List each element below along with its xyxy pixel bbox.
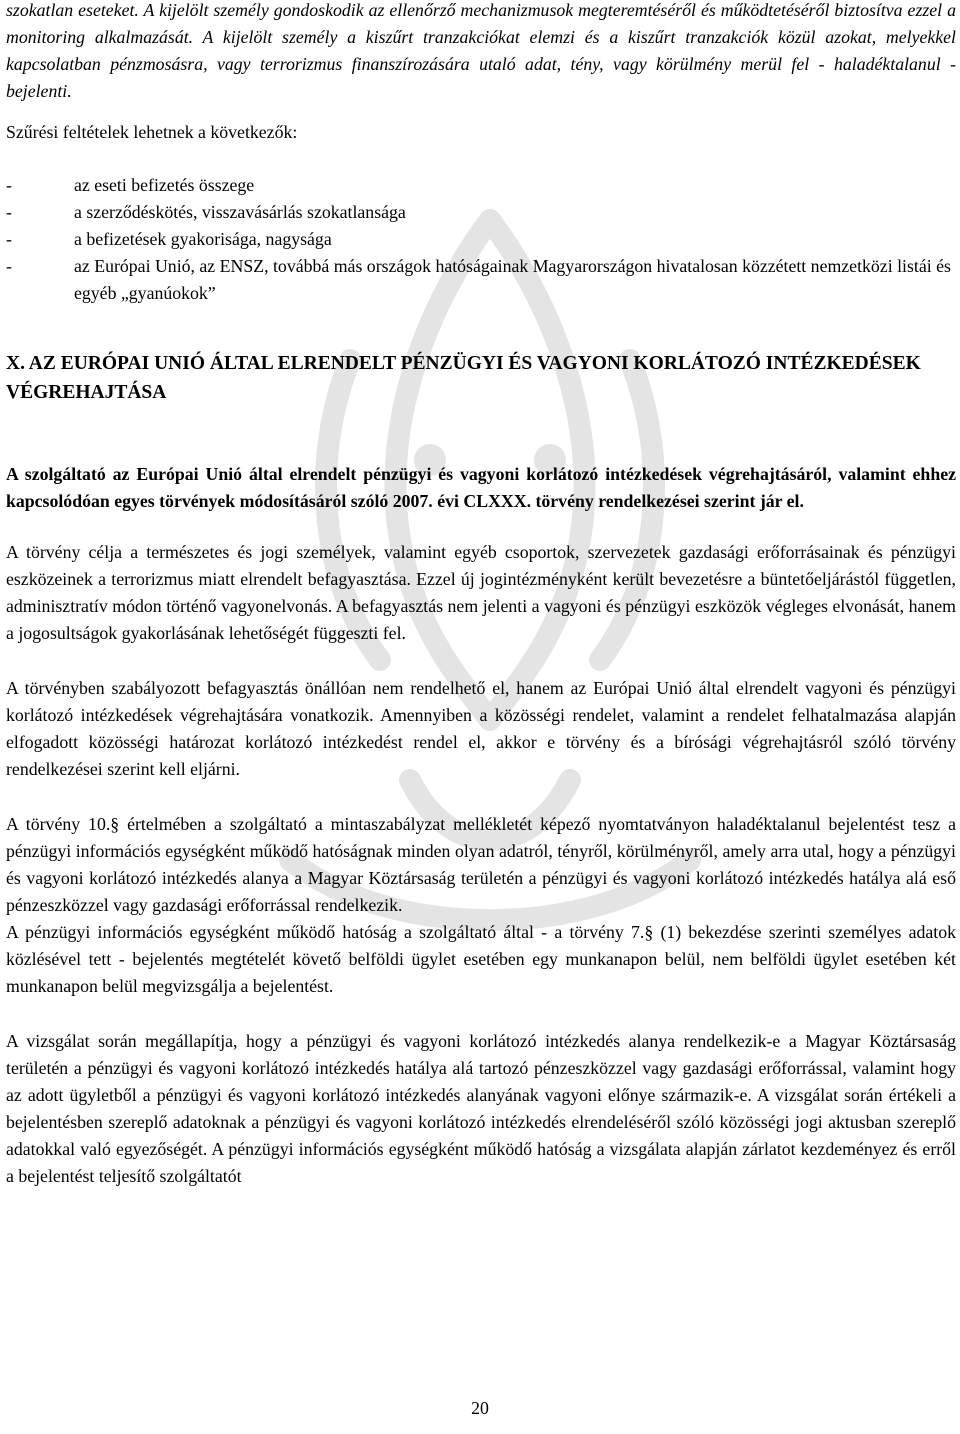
filter-criteria-heading: Szűrési feltételek lehetnek a következők: [6, 122, 298, 142]
body-paragraph: A törvényben szabályozott befagyasztás önállóan nem rendelhető el, hanem az Európai Unió által elrendelt vagyoni és pénzügyi korlátozó intézkedések végrehajtására vonatkozik. Amennyiben a közösségi rendelet, valamint a rendelet felhatalmazása alapján elfogadott közösségi határozat korlátozó intézkedést rendel el, akkor e törvény és a bírósági végrehajtásról szóló törvény rendelkezései szerint kell eljárni. [6, 678, 956, 779]
body-paragraph: A törvény célja a természetes és jogi személyek, valamint egyéb csoportok, szervezetek gazdasági erőforrásainak és pénzügyi eszközeinek a terrorizmus miatt elrendelt befagyasztása. Ezzel új jogintézményként került bevezetésre a büntetőeljárástól független, adminisztratív módon történő vagyonelvonás. A befagyasztás nem jelenti a vagyoni és pénzügyi eszközök végleges elvonását, hanem a jogosultságok gyakorlásának lehetőségét függeszti fel. [6, 542, 956, 643]
list-item [6, 253, 956, 307]
list-item-text: a befizetések gyakorisága, nagysága [74, 229, 332, 249]
list-dash: - [6, 202, 12, 222]
list-dash: - [6, 175, 12, 195]
list-item-text: az Európai Unió, az ENSZ, továbbá más országok hatóságainak Magyarországon hivatalosan közzétett nemzetközi listái és egyéb „gyanúokok” [74, 256, 951, 303]
list-item [6, 199, 956, 226]
body-paragraph: A pénzügyi információs egységként működő hatóság a szolgáltató által - a törvény 7.§ (1) bekezdése szerinti személyes adatok közlésével tett - bejelentés megtételét követő belföldi ügylet esetében egy munkanapon belül, nem belföldi ügylet esetében két munkanapon belül megvizsgálja a bejelentést. [6, 922, 956, 996]
document-content [6, 0, 956, 1190]
list-item [6, 226, 956, 253]
list-item-text: az eseti befizetés összege [74, 175, 255, 195]
page-number: 20 [471, 1398, 489, 1418]
list-item-text: a szerződéskötés, visszavásárlás szokatlansága [74, 202, 406, 222]
body-paragraph: A vizsgálat során megállapítja, hogy a pénzügyi és vagyoni korlátozó intézkedés alanya rendelkezik-e a Magyar Köztársaság területén a pénzügyi és vagyoni korlátozó intézkedés hatálya alá tartozó pénzeszközzel vagy gazdasági erőforrással, valamint hogy az adott ügyletből a pénzügyi és vagyoni korlátozó intézkedés alanyának vagyoni előnye származik-e. A vizsgálat során értékeli a bejelentésben szereplő adatoknak a pénzügyi és vagyoni korlátozó intézkedés elrendeléséről szóló közösségi jogi aktusban szereplő adatokkal való egyezőségét. A pénzügyi információs egységként működő hatóság a vizsgálata alapján zárlatot kezdeményez és erről a bejelentést teljesítő szolgáltatót [6, 1031, 956, 1186]
section-title: X. AZ EURÓPAI UNIÓ ÁLTAL ELRENDELT PÉNZÜGYI ÉS VAGYONI KORLÁTOZÓ INTÉZKEDÉSEK VÉGREHAJTÁSA [6, 353, 921, 403]
list-dash: - [6, 256, 12, 276]
section-lead-paragraph: A szolgáltató az Európai Unió által elrendelt pénzügyi és vagyoni korlátozó intézkedések végrehajtásáról, valamint ehhez kapcsolódóan egyes törvények módosításáról szóló 2007. évi CLXXX. törvény rendelkezései szerint jár el. [6, 464, 956, 511]
intro-paragraph: szokatlan eseteket. A kijelölt személy gondoskodik az ellenőrző mechanizmusok megteremtéséről és működtetéséről biztosítva ezzel a monitoring alkalmazását. A kijelölt személy a kiszűrt tranzakciókat elemzi és a kiszűrt tranzakciók közül azokat, melyekkel kapcsolatban pénzmosásra, vagy terrorizmus finanszírozására utaló adat, tény, vagy körülmény merül fel - haladéktalanul - bejelenti. [6, 0, 956, 101]
filter-criteria-list [6, 172, 956, 307]
list-dash: - [6, 229, 12, 249]
body-paragraph: A törvény 10.§ értelmében a szolgáltató a mintaszabályzat mellékletét képező nyomtatványon haladéktalanul bejelentést tesz a pénzügyi információs egységként működő hatóságnak minden olyan adatról, tényről, körülményről, amely arra utal, hogy a pénzügyi és vagyoni korlátozó intézkedés alanya a Magyar Köztársaság területén a pénzügyi és vagyoni korlátozó intézkedés hatálya alá eső pénzeszközzel vagy gazdasági erőforrással rendelkezik. [6, 814, 956, 915]
list-item [6, 172, 956, 199]
